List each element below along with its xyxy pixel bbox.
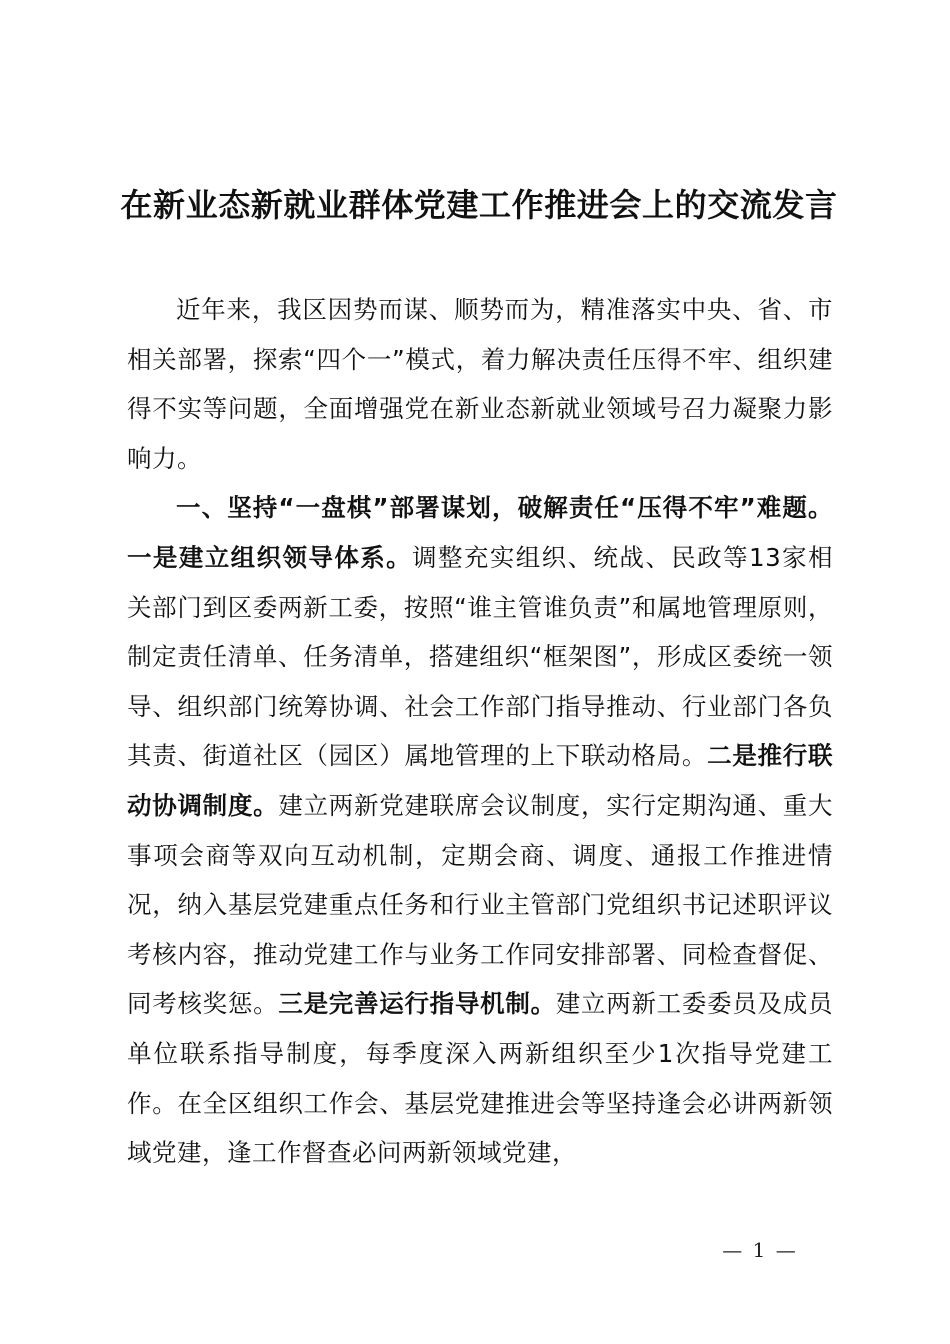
point-two-text: 建立两新党建联席会议制度，实行定期沟通、重大事项会商等双向互动机制，定期会商、调度、通报工作推进情况，纳入基层党建重点任务和行业主管部门党组织书记述职评议考核内容，推动党建工作与业务工作同安排部署、同检查督促、同考核奖惩。 <box>127 790 834 1019</box>
page-number: — 1 — <box>722 1238 798 1262</box>
point-one-heading: 一是建立组织领导体系。 <box>127 542 413 572</box>
point-three-text: 建立两新工委委员及成员单位联系指导制度，每季度深入两新组织至少1次指导党建工作。在全区组织工作会、基层党建推进会等坚持逢会必讲两新领域党建，逢工作督查必问两新领域党建， <box>127 989 834 1168</box>
section-one-paragraph <box>127 483 833 1177</box>
point-two-heading: 二是推行联动协调制度。 <box>127 741 833 820</box>
point-one-text: 调整充实组织、统战、民政等13家相关部门到区委两新工委，按照“谁主管谁负责”和属地管理原则，制定责任清单、任务清单，搭建组织“框架图”，形成区委统一领导、组织部门统筹协调、社会工作部门指导推动、行业部门各负其责、街道社区（园区）属地管理的上下联动格局。 <box>127 542 833 771</box>
document-title: 在新业态新就业群体党建工作推进会上的交流发言 <box>120 186 838 224</box>
point-three-heading: 三是完善运行指导机制。 <box>278 989 556 1019</box>
intro-paragraph: 近年来，我区因势而谋、顺势而为，精准落实中央、省、市相关部署，探索“四个一”模式，着力解决责任压得不牢、组织建得不实等问题，全面增强党在新业态新就业领域号召力凝聚力影响力。 <box>127 295 833 473</box>
document-body <box>127 285 833 1178</box>
section-one-heading: 一、坚持“一盘棋”部署谋划，破解责任“压得不牢”难题。 <box>176 493 833 523</box>
